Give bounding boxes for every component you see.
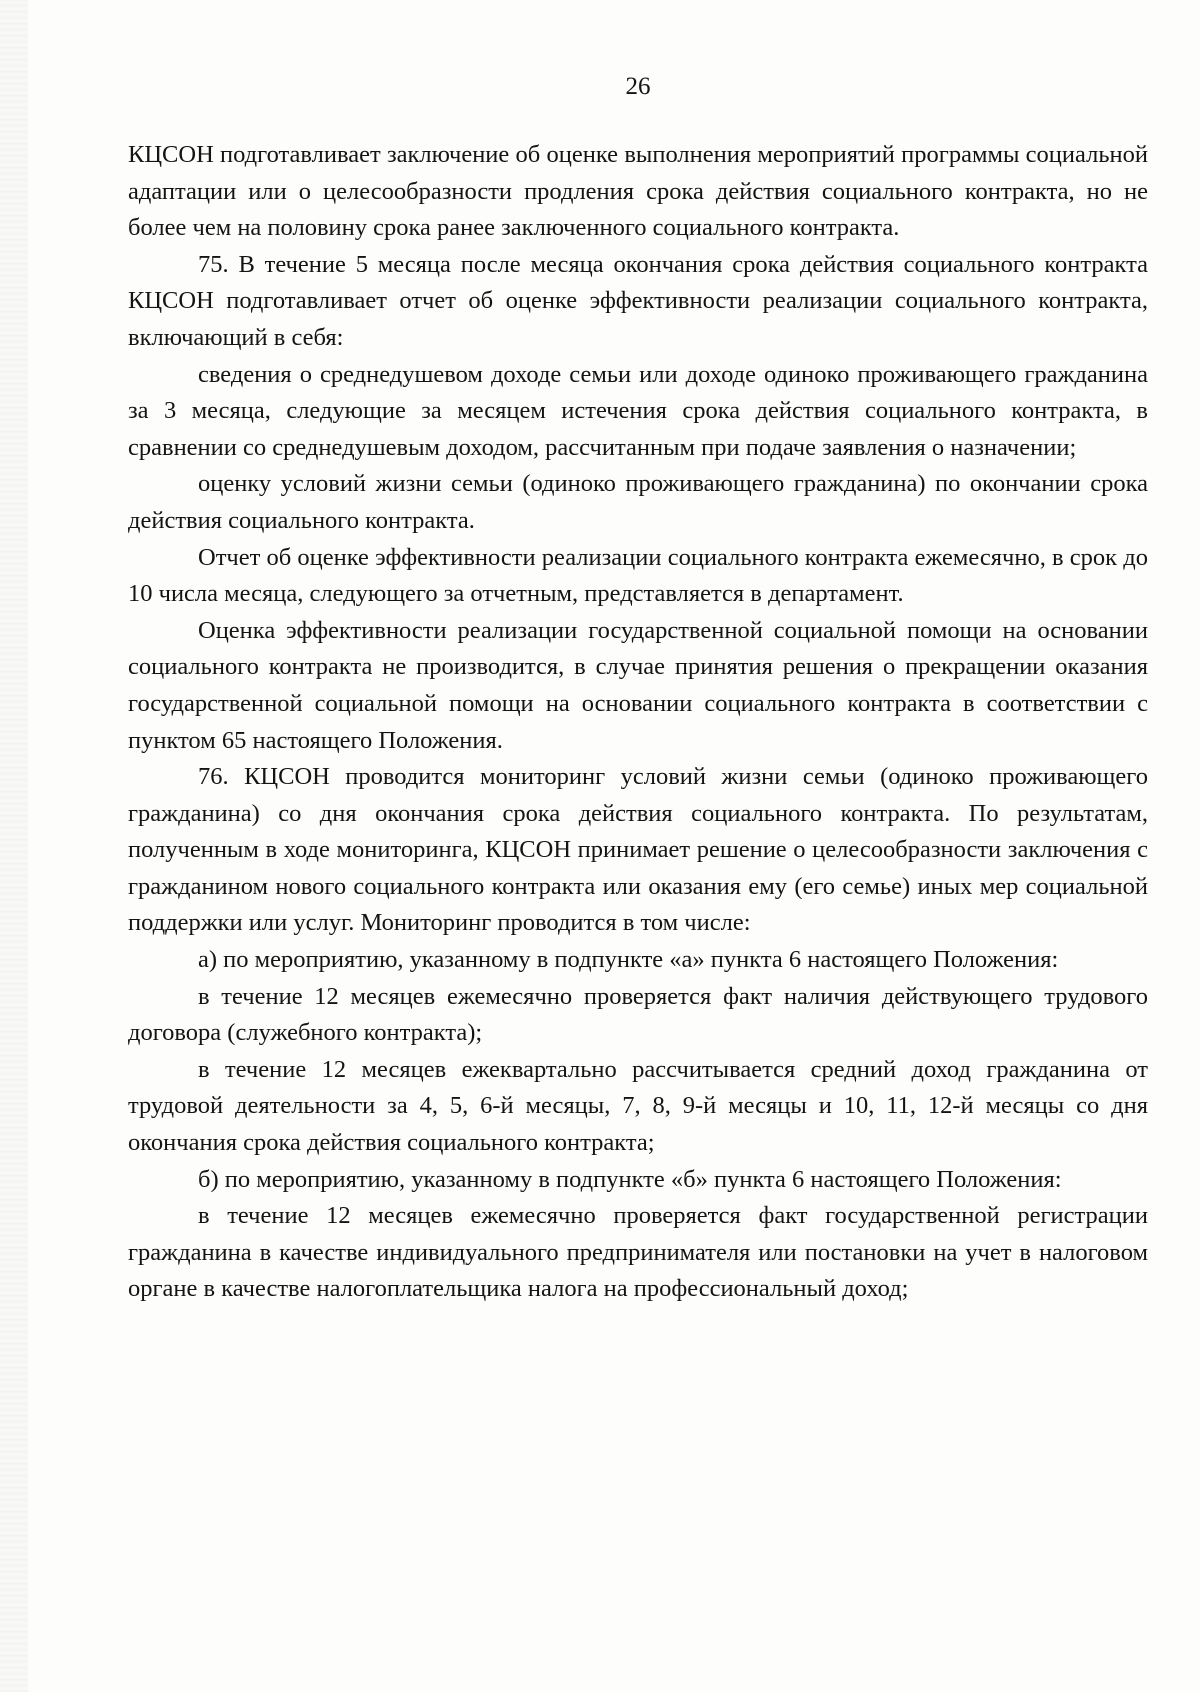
scan-edge xyxy=(0,0,28,1692)
paragraph-registration-check: в течение 12 месяцев ежемесячно проверяется факт государственной регистрации гражданина в качестве индивидуального предпринимателя или постановки на учет в налоговом органе в качестве налогоплательщика налога на профессиональный доход; xyxy=(128,1202,1148,1303)
document-body xyxy=(128,137,1148,1308)
paragraph-continuation: КЦСОН подготавливает заключение об оценке выполнения мероприятий программы социальной адаптации или о целесообразности продления срока действия социального контракта, но не более чем на половину срока ранее заключенного социального контракта. xyxy=(128,141,1148,242)
paragraph-income-info: сведения о среднедушевом доходе семьи или доходе одиноко проживающего гражданина за 3 месяца, следующие за месяцем истечения срока действия социального контракта, в сравнении со среднедушевым доходом, рассчитанным при подаче заявления о назначении; xyxy=(128,360,1148,461)
paragraph-quarterly-income: в течение 12 месяцев ежеквартально рассчитывается средний доход гражданина от трудовой деятельности за 4, 5, 6-й месяцы, 7, 8, 9-й месяцы и 10, 11, 12-й месяцы со дня окончания срока действия социального контракта; xyxy=(128,1055,1148,1157)
paragraph-item-75: 75. В течение 5 месяца после месяца окончания срока действия социального контракта КЦСОН подготавливает отчет об оценке эффективности реализации социального контракта, включающий в себя: xyxy=(128,250,1148,351)
paragraph-report-monthly: Отчет об оценке эффективности реализации социального контракта ежемесячно, в срок до 10 числа месяца, следующего за отчетным, представляется в департамент. xyxy=(128,543,1148,608)
paragraph-living-conditions: оценку условий жизни семьи (одиноко проживающего гражданина) по окончании срока действия социального контракта. xyxy=(128,470,1148,534)
paragraph-item-76: 76. КЦСОН проводится мониторинг условий жизни семьи (одиноко проживающего гражданина) со дня окончания срока действия социального контракта. По результатам, полученным в ходе мониторинга, КЦСОН принимает решение о целесообразности заключения с гражданином нового социального контракта или оказания ему (его семье) иных мер социальной поддержки или услуг. Мониторинг проводится в том числе: xyxy=(128,763,1148,937)
paragraph-evaluation-exception: Оценка эффективности реализации государственной социальной помощи на основании социального контракта не производится, в случае принятия решения о прекращении оказания государственной социальной помощи на основании социального контракта в соответствии с пунктом 65 настоящего Положения. xyxy=(128,616,1148,754)
paragraph-employment-check: в течение 12 месяцев ежемесячно проверяется факт наличия действующего трудового договора (служебного контракта); xyxy=(128,982,1148,1047)
paragraph-subitem-b: б) по мероприятию, указанному в подпункте «б» пункта 6 настоящего Положения: xyxy=(198,1165,1062,1193)
page-number: 26 xyxy=(625,73,651,100)
paragraph-subitem-a: а) по мероприятию, указанному в подпункте «а» пункта 6 настоящего Положения: xyxy=(198,946,1059,974)
